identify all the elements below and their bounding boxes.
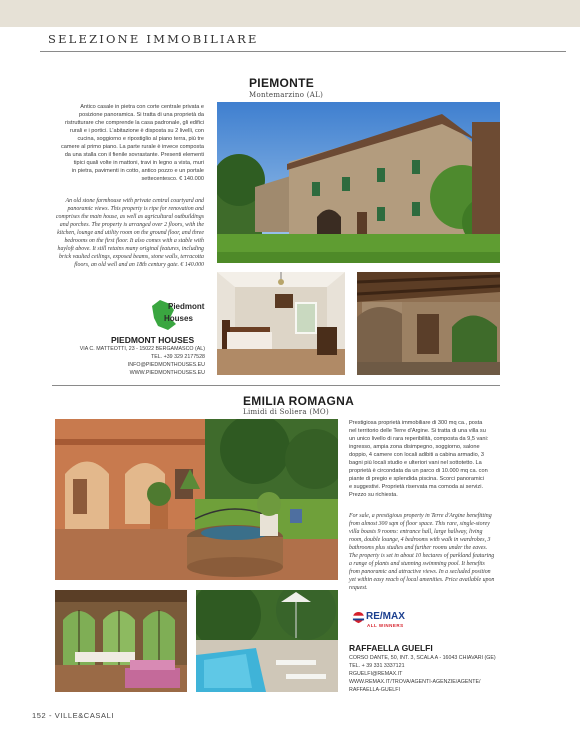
remax-logo-sub: ALL WINNERS [367, 623, 404, 628]
region-location-emilia: Limidi di Soliera (MO) [243, 408, 329, 416]
agency-website-remax[interactable]: WWW.REMAX.IT/TROVA/AGENTI-AGENZIE/AGENTE/ [349, 679, 481, 685]
header-rule [40, 51, 566, 52]
page-header: SELEZIONE IMMOBILIARE [48, 32, 259, 46]
agency-website-remax-cont[interactable]: RAFFAELLA-GUELFI [349, 687, 400, 693]
region-location-piemonte: Montemarzino (AL) [249, 91, 324, 99]
photo-piemonte-farmhouse [217, 102, 500, 263]
photo-piemonte-bedroom [217, 272, 345, 375]
piedmont-houses-logo [150, 296, 205, 332]
photo-piemonte-porch [357, 272, 500, 375]
agency-website-piedmont[interactable]: WWW.PIEDMONTHOUSES.EU [129, 370, 205, 376]
agency-address-piedmont: VIA C. MATTEOTTI, 23 - 15022 BERGAMASCO (AL) [79, 346, 205, 352]
section-divider [52, 385, 500, 386]
piemonte-description-it: Antico casale in pietra con corte centrale privata e posizione panoramica. Si tratta di una proprietà da ristrutturare che comprende la casa padronale, gli edifici rurali e i portici. L'abitazione è disposta su 2 livelli, con cucina, soggiorno e ripostiglio al piano terra, più tre camere al primo piano. La parte rurale è invece composta da una stalla con il fienile sovrastante. Presenti elementi tipici quali volte in mattoni, travi in legno a vista, muri in pietra, pavimenti in cotto, antico pozzo e un portale settecentesco. € 140.000 [60, 104, 204, 182]
photo-emilia-pool [196, 590, 338, 692]
agency-name-piedmont: PIEDMONT HOUSES [111, 335, 195, 345]
agency-email-remax[interactable]: RGUELFI@REMAX.IT [349, 671, 403, 677]
agency-phone-piedmont: TEL. +39 329 2177528 [150, 354, 205, 360]
emilia-description-it: Prestigiosa proprietà immobiliare di 300 mq ca., posta nel territorio delle Terre d'Argine. Si tratta di una villa su un unico livello di rara reperibilità, composta da 9,5 vani: ingresso, ampia zona disimpegno, soggiorno, salone doppio, 4 camere con locali adibiti a cabina armadio, 3 bagni più locali studio e ulteriori vani nel sottotetto. La proprietà è circondata da un parco di 10.000 mq ca. con piante di pregio e splendida piscina. Scorci panoramici e suggestivi. Proprietà riservata ma comoda ai servizi. Prezzo su richiesta. [349, 420, 489, 498]
logo-text-houses: Houses [164, 314, 193, 323]
photo-emilia-veranda [55, 590, 187, 692]
agency-phone-remax: TEL. + 39 331 3337121 [349, 663, 405, 669]
remax-logo [350, 610, 420, 634]
region-title-emilia: EMILIA ROMAGNA [243, 394, 355, 408]
agency-name-remax: RAFFAELLA GUELFI [349, 643, 433, 653]
emilia-description-en: For sale, a prestigious property in Terre d'Argine benefitting from almost 300 sqm of floor space. This rare, single-storey villa boasts 9 rooms: entrance hall, large hallway, living room, double lounge, 4 bedrooms with walk in wardrobes, 3 bathrooms plus studies and further rooms under the eaves. The property is set in about 10 hectares of parkland featuring a range of plants and stunning swimming pool. It benefits from panoramic and attractive views. In a secluded position yet within easy reach of local amenities. Price available upon request. [349, 513, 495, 591]
top-band [0, 0, 580, 27]
photo-emilia-garden-well [55, 419, 338, 580]
agency-address-remax: CORSO DANTE, 50, INT. 3, SCALA A - 16043 CHIAVARI (GE) [349, 655, 496, 661]
remax-logo-text: RE/MAX [366, 611, 405, 622]
page-footer: 152 - VILLE&CASALI [32, 711, 115, 720]
agency-email-piedmont[interactable]: INFO@PIEDMONTHOUSES.EU [127, 362, 205, 368]
region-title-piemonte: PIEMONTE [249, 76, 315, 90]
logo-text-piedmont: Piedmont [168, 302, 205, 311]
piemonte-description-en: An old stone farmhouse with private central courtyard and panoramic views. This property is ripe for renovation and comprises the main house, as well as agricultural outbuildings and porches. The property is arranged over 2 floors, with the kitchen, lounge and utility room on the ground floor, and three bedrooms on the first floor. It also comes with a stable with hayloft above. It still retains many original features, including brick vaulted ceilings, exposed beams, stone walls, terracotta floors, an old well and an 18th century gate. € 140.000 [55, 198, 204, 268]
balloon-icon [352, 612, 365, 625]
